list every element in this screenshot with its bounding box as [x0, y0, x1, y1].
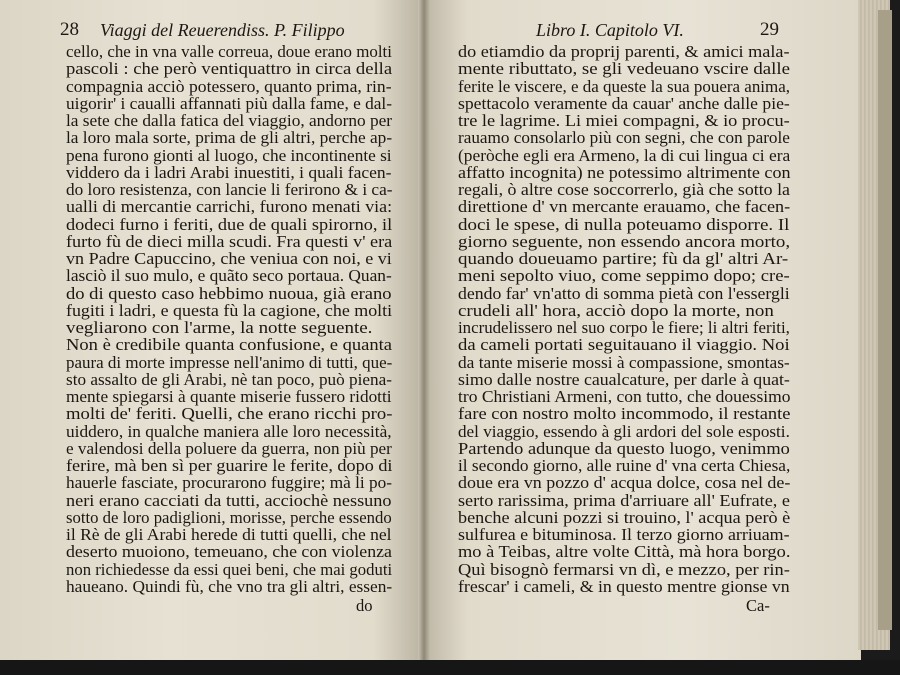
- text-line: doci le spese, di nulla poteuamo disporre. Il: [458, 214, 790, 234]
- text-line: incrudelissero nel suo corpo le fiere; li altri feriti,: [458, 318, 790, 337]
- text-line: affatto incognita) ne potessimo altrimente con: [458, 162, 791, 182]
- text-line: sulfurea e bituminosa. Il terzo giorno arriuam-: [458, 525, 790, 544]
- text-line: sto assalto de gli Arabi, nè tan poco, può piena-: [66, 369, 392, 389]
- text-line: fugiti i ladri, e questa fù la cagione, che molti: [66, 300, 393, 320]
- text-line: fare con nostro molto incommodo, il restante: [458, 404, 791, 424]
- text-line: (peròche egli era Armeno, la di cui lingua ci era: [458, 145, 791, 165]
- text-line: benche alcuni pozzi si trouino, l' acqua però è: [458, 507, 791, 527]
- text-line: Non è credibile quanta confusione, e quanta: [66, 335, 393, 355]
- text-line: uiddero, in qualche maniera alle loro necessità,: [66, 421, 392, 441]
- text-line: ualli di mercantie carrichi, furono menati via:: [66, 197, 393, 217]
- text-line: molti de' feriti. Quelli, che erano ricchi pro-: [66, 404, 393, 424]
- left-page-number: 28: [60, 19, 79, 40]
- text-line: sotto de loro padiglioni, morisse, perche essendo: [66, 507, 392, 527]
- text-line: dendo far' vn'atto di somma pietà con l'essergli: [458, 283, 790, 303]
- text-line: haueano. Quindi fù, che vno tra gli altri, essen-: [66, 576, 393, 596]
- text-line: da cameli portati seguitauano il viaggio. Noi: [458, 335, 790, 355]
- text-line: dodeci furno i feriti, due de quali spirorno, il: [66, 214, 393, 234]
- text-line: ferite le viscere, e da queste la sua pouera anima,: [458, 76, 790, 96]
- text-line: uigorir' i caualli affannati più dalla fame, e dal-: [66, 93, 392, 113]
- text-line: la sete che dalla fatica del viaggio, andorno per: [66, 111, 393, 130]
- right-page-number: 29: [760, 19, 779, 40]
- text-line: viddero da i ladri Arabi inuestiti, i quali facen-: [66, 162, 392, 182]
- right-running-title: Libro I. Capitolo VI.: [536, 20, 684, 40]
- book-cover-edge: [878, 10, 892, 630]
- text-line: compagnia acciò potessero, quanto prima, rin-: [66, 76, 392, 96]
- text-line: il Rè de gli Arabi herede di tutti quelli, che nel: [66, 525, 392, 544]
- text-line: rauamo consolarlo più con segni, che con parole: [458, 128, 790, 148]
- text-line: da tante miserie mossi à compassione, smontas-: [458, 352, 790, 372]
- text-line: cello, che in vna valle correua, doue erano molti: [66, 42, 392, 61]
- background-shadow: [0, 660, 900, 675]
- book-gutter: [418, 0, 430, 662]
- text-line: paura di morte impresse nell'animo di tutti, que-: [66, 352, 393, 372]
- text-line: la loro mala sorte, prima de gli altri, perche ap-: [66, 128, 393, 148]
- text-line: deserto muoiono, temeuano, che con violenza: [66, 542, 392, 562]
- left-catchword: do: [356, 596, 373, 615]
- text-line: do di questo caso hebbimo nuoua, già erano: [66, 283, 392, 303]
- text-line: giorno seguente, non essendo ancora morto,: [458, 231, 791, 251]
- text-line: vn Padre Capuccino, che veniua con noi, e vi: [66, 249, 392, 268]
- text-line: frescar' i cameli, & in questo mentre gionse vn: [458, 576, 790, 596]
- text-line: furto fù de dieci milla scudi. Fra questi v' era: [66, 231, 393, 251]
- text-line: il secondo giorno, alle ruine d' vna certa Chiesa,: [458, 456, 791, 475]
- text-line: tro Christiani Armeni, con tutto, che douessimo: [458, 387, 791, 406]
- text-line: non richiedesse da essi quei beni, che mai goduti: [66, 559, 393, 579]
- text-line: hauerle fasciate, procurarono fuggire; mà li po-: [66, 473, 392, 493]
- text-line: neri erano cacciati da tutti, acciochè nessuno: [66, 490, 392, 510]
- text-line: del viaggio, essendo à gli ardori del sole esposti.: [458, 421, 790, 441]
- text-line: lasciò il suo mulo, e quãto seco portaua. Quan-: [66, 266, 392, 286]
- text-line: Quì bisognò fermarsi vn dì, e mezzo, per rin-: [458, 559, 790, 579]
- text-line: pena furono gionti al luogo, che incontinente si: [66, 145, 392, 165]
- text-line: direttione d' vn mercante erauamo, che facen-: [458, 197, 791, 217]
- text-line: mente ributtato, se gli vedeuano vscire dalle: [458, 59, 790, 79]
- left-running-title: Viaggi del Reuerendiss. P. Filippo: [100, 20, 345, 40]
- text-line: pascoli : che però ventiquattro in circa della: [66, 59, 393, 79]
- text-line: simo dalle nostre caualcature, per darle à quat-: [458, 369, 790, 389]
- text-line: quando doueuamo partire; fù da gl' altri Ar-: [458, 249, 789, 268]
- text-line: e valendosi della poluere da guerra, non più per: [66, 438, 392, 458]
- text-line: vegliarono con l'arme, la notte seguente.: [66, 318, 373, 337]
- text-line: do loro resistenza, con lancie li ferirono & i ca-: [66, 180, 393, 199]
- text-line: regali, ò altre cose soccorrerlo, già che sotto la: [458, 180, 790, 199]
- text-line: Partendo adunque da questo luogo, venimmo: [458, 438, 790, 458]
- text-line: ferire, mà ben sì per guarire le ferite, dopo di: [66, 456, 393, 475]
- text-line: mente spiegarsi à quante miserie fussero ridotti: [66, 387, 392, 406]
- text-line: meni sepolto viuo, come seppimo dopo; cre-: [458, 266, 790, 286]
- text-line: tre le lagrime. Li miei compagni, & io procu-: [458, 111, 790, 130]
- text-line: crudeli all' hora, acciò dopo la morte, non: [458, 300, 774, 320]
- text-line: doue era vn pozzo d' acqua dolce, cosa nel de-: [458, 473, 791, 493]
- text-line: serto rarissima, prima d'arriuare all' Eufrate, e: [458, 490, 790, 510]
- text-line: mo à Teibas, altre volte Città, mà hora borgo.: [458, 542, 791, 562]
- right-catchword: Ca-: [746, 596, 770, 615]
- text-line: spettacolo veramente da cauar' anche dalle pie-: [458, 93, 790, 113]
- text-line: do etiamdio da proprij parenti, & amici mala-: [458, 42, 790, 61]
